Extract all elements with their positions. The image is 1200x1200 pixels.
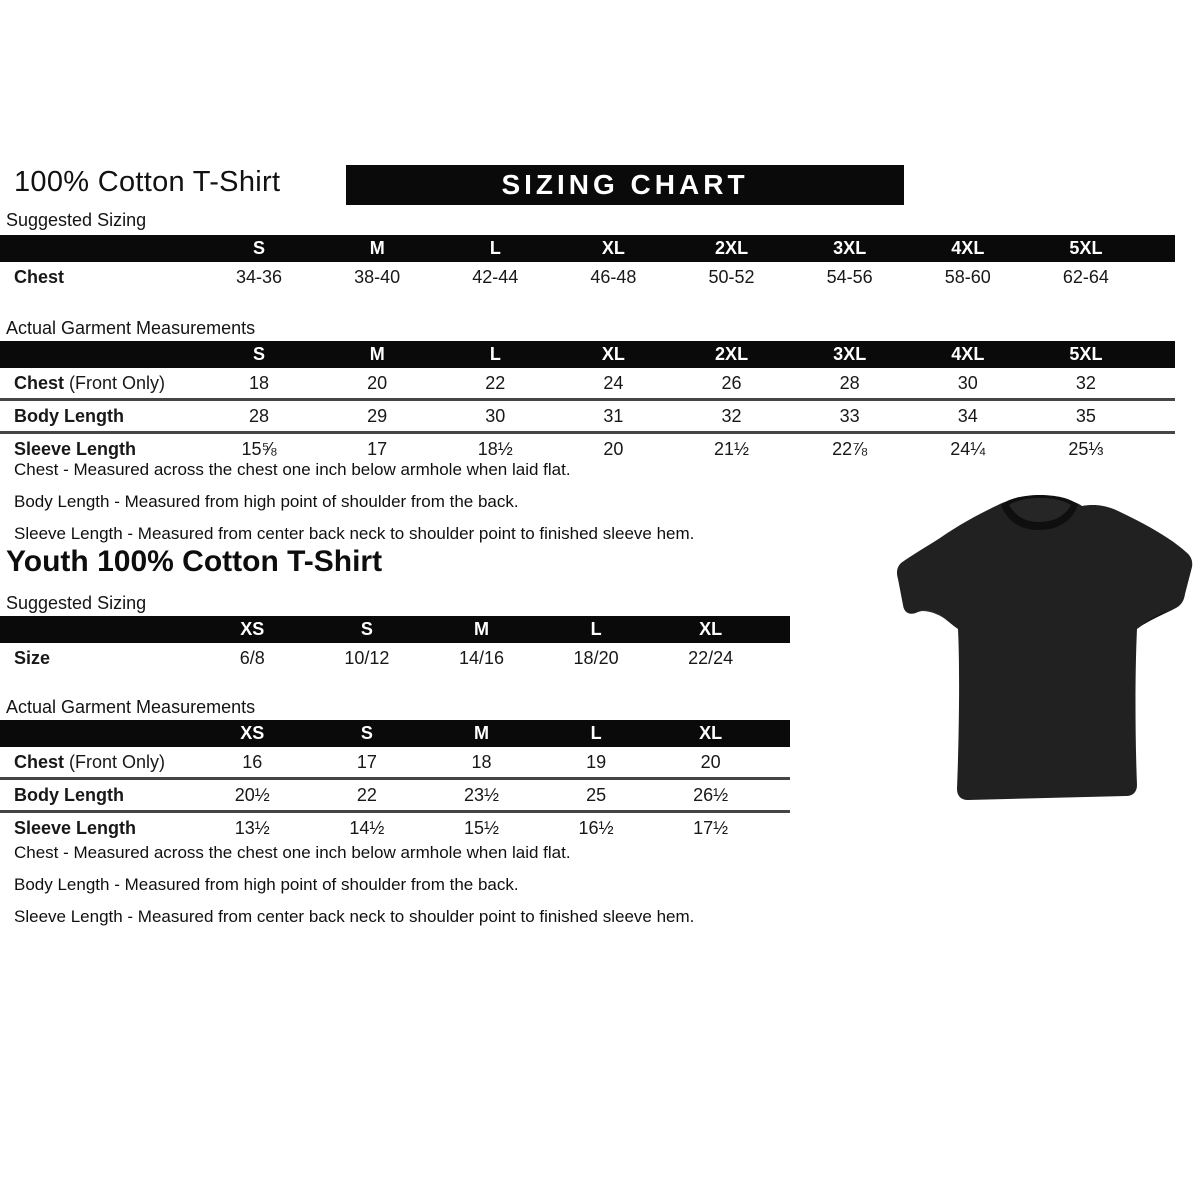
youth-actual-measurements-label: Actual Garment Measurements bbox=[6, 697, 256, 717]
table-row bbox=[0, 810, 790, 843]
cell: 17½ bbox=[693, 817, 729, 838]
cell: 38-40 bbox=[354, 266, 401, 287]
cell: 20 bbox=[700, 751, 721, 772]
column-header: 4XL bbox=[951, 344, 985, 364]
column-header: XS bbox=[240, 723, 265, 743]
cell: 20 bbox=[603, 438, 624, 459]
cell: 19 bbox=[586, 751, 607, 772]
adult-actual-measurements-table bbox=[0, 341, 1175, 464]
column-header: M bbox=[473, 619, 489, 639]
cell: 16½ bbox=[578, 817, 614, 838]
cell: 54-56 bbox=[826, 266, 873, 287]
adult-actual-measurements-label: Actual Garment Measurements bbox=[6, 318, 256, 338]
table-header-row bbox=[0, 341, 1175, 368]
cell: 16 bbox=[242, 751, 263, 772]
cell: 24¼ bbox=[950, 438, 986, 459]
youth-actual-measurements-table bbox=[0, 720, 790, 843]
cell: 18/20 bbox=[573, 647, 619, 668]
cell: 10/12 bbox=[344, 647, 390, 668]
column-header: S bbox=[253, 238, 266, 258]
column-header: 4XL bbox=[951, 238, 985, 258]
cell: 62-64 bbox=[1062, 266, 1109, 287]
row-label: Chest (Front Only) bbox=[14, 372, 166, 393]
cell: 30 bbox=[485, 405, 506, 426]
youth-measurement-notes bbox=[14, 843, 694, 939]
cell: 13½ bbox=[234, 817, 270, 838]
table-row bbox=[0, 262, 1175, 292]
column-header: XL bbox=[699, 619, 723, 639]
cell: 15½ bbox=[463, 817, 499, 838]
table-row bbox=[0, 747, 790, 777]
cell: 18 bbox=[249, 372, 270, 393]
cell: 50-52 bbox=[708, 266, 755, 287]
column-header: XL bbox=[699, 723, 723, 743]
cell: 6/8 bbox=[239, 647, 265, 668]
cell: 35 bbox=[1075, 405, 1096, 426]
row-label: Sleeve Length bbox=[14, 817, 137, 838]
row-label: Body Length bbox=[14, 784, 124, 805]
column-header: 3XL bbox=[833, 344, 867, 364]
note-line: Body Length - Measured from high point of shoulder from the back. bbox=[14, 492, 519, 511]
table-row bbox=[0, 777, 790, 810]
cell: 30 bbox=[957, 372, 978, 393]
table-row bbox=[0, 398, 1175, 431]
column-header: XL bbox=[601, 238, 625, 258]
cell: 42-44 bbox=[472, 266, 519, 287]
cell: 14½ bbox=[349, 817, 385, 838]
cell: 34-36 bbox=[236, 266, 283, 287]
cell: 32 bbox=[721, 405, 742, 426]
youth-suggested-sizing-table bbox=[0, 616, 790, 673]
table-header-row bbox=[0, 235, 1175, 262]
cell: 22/24 bbox=[688, 647, 734, 668]
cell: 21½ bbox=[714, 438, 750, 459]
adult-suggested-sizing-label: Suggested Sizing bbox=[6, 210, 147, 230]
youth-suggested-sizing-label: Suggested Sizing bbox=[6, 593, 147, 613]
cell: 20 bbox=[367, 372, 388, 393]
cell: 26 bbox=[721, 372, 742, 393]
column-header: S bbox=[360, 723, 373, 743]
tshirt-image bbox=[888, 495, 1198, 807]
cell: 18½ bbox=[477, 438, 513, 459]
cell: 29 bbox=[367, 405, 388, 426]
cell: 25 bbox=[586, 784, 607, 805]
table-header-row bbox=[0, 616, 790, 643]
cell: 34 bbox=[957, 405, 978, 426]
cell: 15⅝ bbox=[241, 438, 277, 459]
column-header: M bbox=[369, 238, 385, 258]
cell: 17 bbox=[367, 438, 388, 459]
column-header: M bbox=[369, 344, 385, 364]
column-header: S bbox=[253, 344, 266, 364]
table-row bbox=[0, 643, 790, 673]
table-row bbox=[0, 368, 1175, 398]
sizing-chart-banner bbox=[346, 165, 904, 205]
cell: 25⅓ bbox=[1068, 438, 1104, 459]
column-header: 5XL bbox=[1069, 238, 1103, 258]
column-header: 3XL bbox=[833, 238, 867, 258]
note-line: Sleeve Length - Measured from center back neck to shoulder point to finished sleeve hem. bbox=[14, 524, 695, 543]
cell: 33 bbox=[839, 405, 860, 426]
note-line: Body Length - Measured from high point of shoulder from the back. bbox=[14, 875, 519, 894]
column-header: L bbox=[489, 344, 501, 364]
cell: 18 bbox=[471, 751, 492, 772]
adult-measurement-notes bbox=[14, 460, 694, 556]
cell: 22⅞ bbox=[832, 438, 868, 459]
note-line: Chest - Measured across the chest one inch below armhole when laid flat. bbox=[14, 843, 571, 862]
cell: 46-48 bbox=[590, 266, 637, 287]
column-header: 2XL bbox=[715, 344, 749, 364]
column-header: M bbox=[473, 723, 489, 743]
cell: 17 bbox=[356, 751, 377, 772]
cell: 14/16 bbox=[458, 647, 504, 668]
note-line: Sleeve Length - Measured from center back neck to shoulder point to finished sleeve hem. bbox=[14, 907, 695, 926]
cell: 20½ bbox=[234, 784, 270, 805]
cell: 28 bbox=[249, 405, 270, 426]
cell: 32 bbox=[1075, 372, 1096, 393]
row-label: Chest (Front Only) bbox=[14, 751, 166, 772]
cell: 28 bbox=[839, 372, 860, 393]
column-header: L bbox=[590, 619, 602, 639]
column-header: L bbox=[489, 238, 501, 258]
cell: 22 bbox=[356, 784, 377, 805]
cell: 23½ bbox=[463, 784, 499, 805]
row-label: Body Length bbox=[14, 405, 124, 426]
adult-suggested-sizing-table bbox=[0, 235, 1175, 292]
sizing-chart-banner-text: SIZING CHART bbox=[501, 169, 749, 200]
cell: 58-60 bbox=[944, 266, 991, 287]
row-label: Sleeve Length bbox=[14, 438, 137, 459]
note-line: Chest - Measured across the chest one inch below armhole when laid flat. bbox=[14, 460, 571, 479]
row-label: Size bbox=[14, 647, 51, 668]
column-header: 5XL bbox=[1069, 344, 1103, 364]
cell: 31 bbox=[603, 405, 624, 426]
cell: 24 bbox=[603, 372, 624, 393]
column-header: XL bbox=[601, 344, 625, 364]
column-header: L bbox=[590, 723, 602, 743]
column-header: XS bbox=[240, 619, 265, 639]
column-header: 2XL bbox=[715, 238, 749, 258]
row-label: Chest bbox=[14, 266, 65, 287]
table-header-row bbox=[0, 720, 790, 747]
cell: 22 bbox=[485, 372, 506, 393]
youth-section-title: Youth 100% Cotton T-Shirt bbox=[6, 545, 383, 578]
page-title: 100% Cotton T-Shirt bbox=[14, 166, 281, 198]
column-header: S bbox=[360, 619, 373, 639]
cell: 26½ bbox=[693, 784, 729, 805]
